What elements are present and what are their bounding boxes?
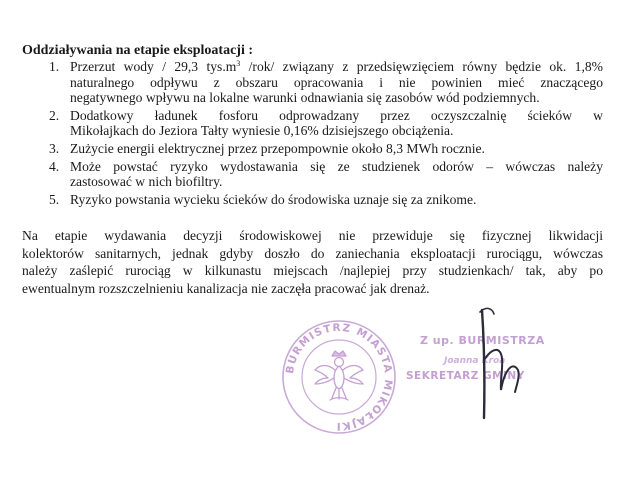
list-item xyxy=(47,192,603,208)
paragraph-line: kolektorów sanitarnych, jednak gdyby doszło do zaniechania eksploatacji rurociągu, wówczas xyxy=(22,245,603,261)
handwritten-signature xyxy=(470,300,530,430)
stamp-line: Z up. BURMISTRZA xyxy=(420,334,545,347)
list-number: 3. xyxy=(49,140,60,156)
stamp-signatory: Joanna Kroa xyxy=(444,356,506,366)
list-line: Przerzut wody / 29,3 $tys.m^3$ /rok/ związany z przedsięwzięciem równy będzie ok. 1,8% xyxy=(70,59,603,74)
list-line: naturalnego odpływu z obszaru opracowania i nie powinien mieć znaczącego xyxy=(70,74,603,90)
eagle-emblem-icon xyxy=(315,351,363,400)
list-item xyxy=(47,59,603,106)
paragraph-line: ewentualnym rozszczelnieniu kanalizacja nie zaczęła pracować jak drenaż. xyxy=(22,280,430,296)
stamp-line: SEKRETARZ GMINY xyxy=(406,370,525,382)
section-heading: Oddziaływania na etapie eksploatacji : xyxy=(22,43,254,58)
list-number: 5. xyxy=(49,191,60,207)
list-number: 2. xyxy=(49,107,60,123)
list-line: negatywnego wpływu na lokalne warunki odnawiania się zasobów wód podziemnych. xyxy=(70,90,540,106)
paragraph-line: Na etapie wydawania decyzji środowiskowej nie przewiduje się fizycznej likwidacji xyxy=(22,228,603,243)
superscript: 3 xyxy=(236,59,241,68)
list-line: zastosować w nich biofiltry. xyxy=(70,174,223,190)
list-line: Zużycie energii elektrycznej przez przepompownie około 8,3 MWh rocznie. xyxy=(70,140,485,156)
paragraph-line: należy zaślepić rurociąg w kilkunastu miejscach /najlepiej przy studzienkach/ tak, aby po xyxy=(22,263,603,279)
seal-text: BURMISTRZ MIASTA MIKOŁAJKI xyxy=(283,321,395,433)
list-item xyxy=(47,159,603,190)
official-seal xyxy=(280,318,398,436)
closing-paragraph xyxy=(22,227,603,297)
list-item xyxy=(47,108,603,139)
list-number: 4. xyxy=(49,158,60,174)
list-item xyxy=(47,141,603,157)
list-line: Mikołajkach do Jeziora Tałty wyniesie 0,16% dzisiejszego obciążenia. xyxy=(70,123,454,139)
svg-text:BURMISTRZ MIASTA MIKOŁAJKI xyxy=(284,322,394,432)
list-number: 1. xyxy=(49,59,60,74)
list-line: Ryzyko powstania wycieku ścieków do środowiska uznaje się za znikome. xyxy=(70,191,477,207)
list-line: Może powstać ryzyko wydostawania się ze studzienek odorów – wówczas należy xyxy=(70,158,603,174)
impact-list xyxy=(47,59,603,209)
list-line: Dodatkowy ładunek fosforu odprowadzany przez oczyszczalnię ścieków w xyxy=(70,107,603,123)
